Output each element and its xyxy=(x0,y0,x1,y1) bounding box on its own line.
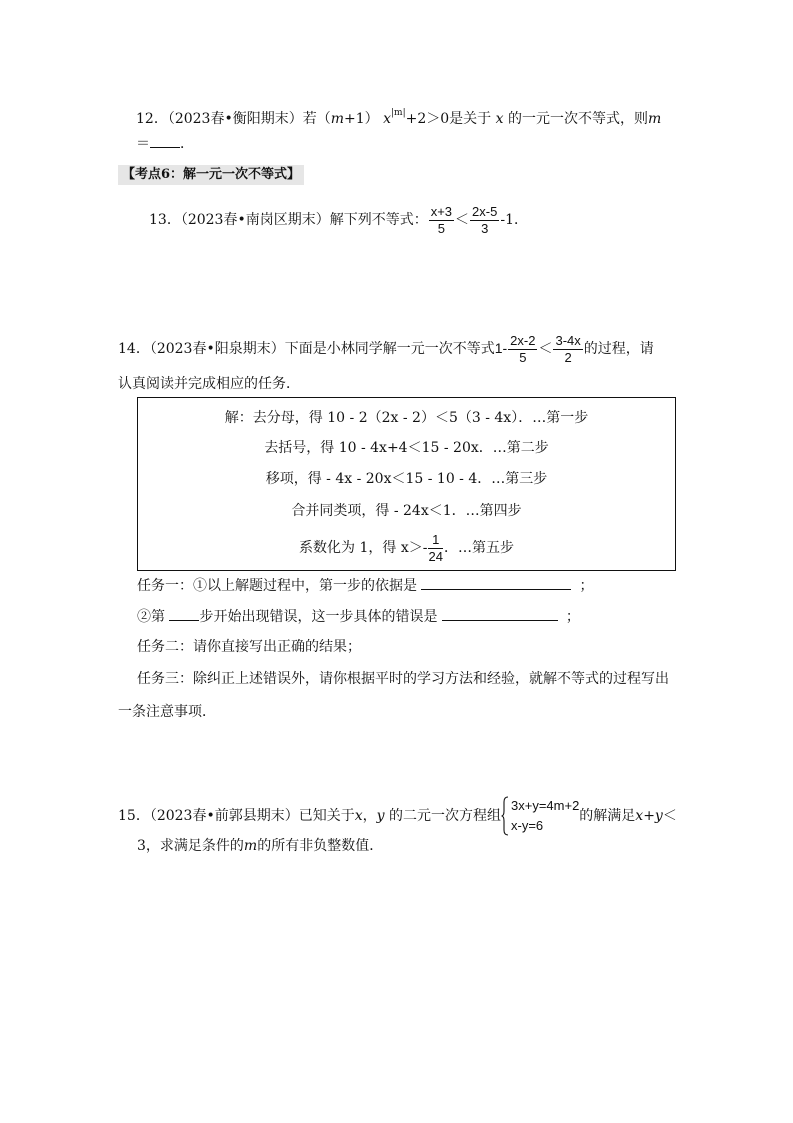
q12-line2 xyxy=(136,133,194,154)
answer-blank[interactable] xyxy=(442,606,558,621)
topic-tag: 【考点6：解一元一次不等式】 xyxy=(118,165,304,185)
equals: ＝ xyxy=(136,136,150,152)
fraction xyxy=(428,532,442,565)
q12-text: 若（ xyxy=(302,111,331,127)
q14-text: 1- xyxy=(494,340,508,356)
var-x: x xyxy=(383,111,391,127)
comma: ， xyxy=(362,808,377,824)
denominator: 24 xyxy=(428,548,443,564)
condition-expr: x+y xyxy=(635,808,663,824)
solution-box xyxy=(137,397,676,571)
q15-text: 的解满足 xyxy=(579,808,636,824)
q15-line2 xyxy=(137,836,383,856)
var-m: m xyxy=(330,111,344,127)
q12-source: （2023春•衡阳期末） xyxy=(167,111,303,127)
q14-text: 下面是小林同学解一元一次不等式 xyxy=(284,341,495,357)
var-x: x xyxy=(354,808,363,824)
step-5-text: 系数化为 1，得 x＞- xyxy=(299,540,428,556)
numerator: 3-4x xyxy=(555,332,581,348)
less-than: ＜ xyxy=(538,341,553,357)
numerator: 1 xyxy=(428,532,442,549)
task-3a: 任务三：除纠正上述错误外，请你根据平时的学习方法和经验，就解不等式的过程写出 xyxy=(137,671,669,687)
step-3: 移项，得 - 4x - 20x＜15 - 10 - 4．…第三步 xyxy=(265,471,548,487)
step-5 xyxy=(138,528,675,568)
numerator: 2x-2 xyxy=(510,332,536,348)
semicolon: ； xyxy=(565,609,580,625)
task-1a-text: 任务一：①以上解题过程中，第一步的依据是 xyxy=(137,578,417,594)
step-2: 去括号，得 10 - 4x+4＜15 - 20x．…第二步 xyxy=(264,440,549,456)
q14-line2: 认真阅读并完成相应的任务． xyxy=(118,376,300,392)
q15-line1 xyxy=(118,794,677,838)
q13-number: 13． xyxy=(149,212,181,228)
task-1b-text: ②第 xyxy=(137,609,165,625)
equation-2: x-y=6 xyxy=(511,818,544,833)
task-3b: 一条注意事项． xyxy=(118,704,216,720)
q12-line1 xyxy=(136,103,661,129)
exponent: |m| xyxy=(391,108,406,118)
task-1b xyxy=(137,606,580,627)
answer-blank[interactable] xyxy=(421,575,571,590)
step-5-text: ．…第五步 xyxy=(443,540,514,556)
q14-text: 的过程，请 xyxy=(583,341,654,357)
fraction xyxy=(470,204,499,237)
q14-number: 14． xyxy=(118,341,150,357)
var-x: x xyxy=(495,111,504,127)
q13-line xyxy=(149,200,528,240)
q14-line1 xyxy=(118,328,654,369)
q15-source: （2023春•前郭县期末） xyxy=(149,808,299,824)
denominator: 3 xyxy=(481,220,489,236)
var-m: m xyxy=(647,111,662,127)
numerator: 2x-5 xyxy=(472,203,498,219)
fraction xyxy=(508,333,537,366)
numerator: x+3 xyxy=(430,203,453,219)
equation-system xyxy=(501,796,579,836)
q15-text: 3，求满足条件的 xyxy=(137,838,244,854)
answer-blank[interactable] xyxy=(169,606,199,621)
q12-text: 的一元一次不等式，则 xyxy=(507,111,648,127)
task-1a xyxy=(137,575,593,596)
q12-text: +2＞0是关于 xyxy=(405,111,492,127)
step-1: 解：去分母，得 10 - 2（2x - 2）＜5（3 - 4x）．…第一步 xyxy=(224,410,589,426)
answer-blank[interactable] xyxy=(150,133,180,148)
var-m: m xyxy=(243,838,258,854)
period: ． xyxy=(180,136,194,152)
q15-number: 15． xyxy=(118,808,150,824)
task-1b-text: 步开始出现错误，这一步具体的错误是 xyxy=(199,609,438,625)
left-brace-icon xyxy=(501,796,509,836)
step-4: 合并同类项，得 - 24x＜1．…第四步 xyxy=(291,503,522,519)
less-than: ＜ xyxy=(455,212,470,228)
fraction xyxy=(553,333,582,366)
semicolon: ； xyxy=(579,578,594,594)
q14-source: （2023春•阳泉期末） xyxy=(149,341,285,357)
fraction xyxy=(429,204,454,237)
q15-text: 已知关于 xyxy=(298,808,355,824)
q15-text: 的所有非负整数值． xyxy=(257,838,384,854)
equation-1: 3x+y=4m+2 xyxy=(511,798,580,813)
q12-number: 12． xyxy=(136,111,168,127)
task-2: 任务二：请你直接写出正确的结果； xyxy=(137,639,361,655)
q13-text: 解下列不等式： xyxy=(329,212,428,228)
var-y: y xyxy=(376,808,385,824)
q15-text: 的二元一次方程组 xyxy=(389,808,501,824)
denominator: 5 xyxy=(519,349,527,365)
q12-text: +1） xyxy=(344,111,379,127)
less-than: ＜ xyxy=(662,808,677,824)
denominator: 2 xyxy=(564,349,572,365)
denominator: 5 xyxy=(437,220,445,236)
q13-source: （2023春•南岗区期末） xyxy=(180,212,330,228)
q13-tail: -1． xyxy=(500,212,528,228)
